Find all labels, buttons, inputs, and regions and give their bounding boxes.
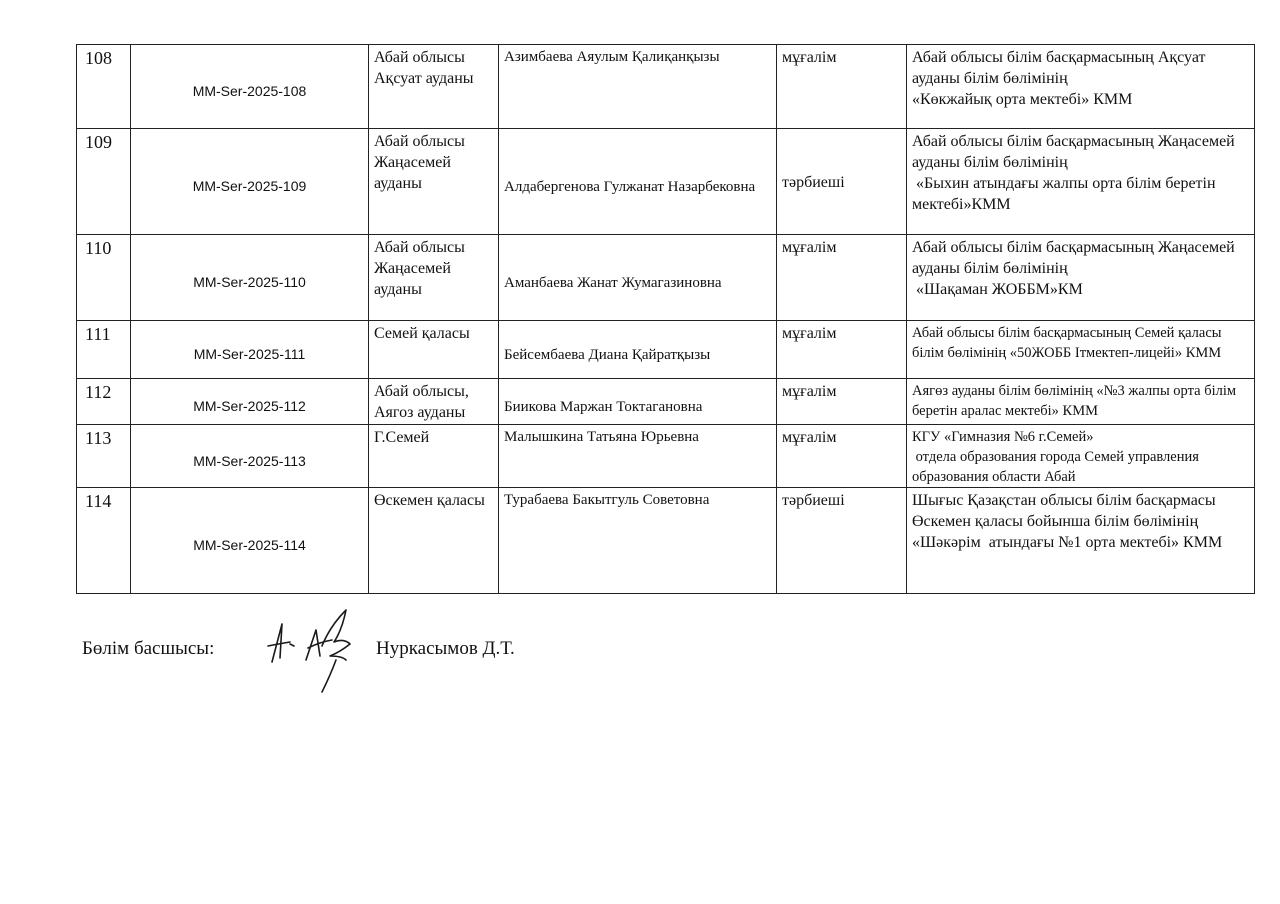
table-row [77, 235, 1255, 321]
position-cell: тәрбиеші [777, 129, 907, 235]
full-name-cell: Азимбаева Аяулым Қалиқанқызы [499, 45, 777, 129]
table-row [77, 488, 1255, 594]
row-number: 114 [77, 488, 131, 594]
district-cell: Семей қаласы [369, 321, 499, 379]
row-number: 112 [77, 379, 131, 425]
row-number: 113 [77, 425, 131, 488]
row-number: 108 [77, 45, 131, 129]
district-cell: Абай облысы Жаңасемей ауданы [369, 235, 499, 321]
table-row [77, 45, 1255, 129]
certificate-code: MM-Ser-2025-110 [131, 235, 369, 321]
district-cell: Абай облысы Жаңасемей ауданы [369, 129, 499, 235]
row-number: 111 [77, 321, 131, 379]
district-cell: Абай облысы, Аягоз ауданы [369, 379, 499, 425]
organization-cell: Абай облысы білім басқармасының Семей қаласы білім бөлімінің «50ЖОББ Iтмектеп-лицейі» КММ [907, 321, 1255, 379]
full-name-cell: Турабаева Бакытгуль Советовна [499, 488, 777, 594]
certificate-code: MM-Ser-2025-112 [131, 379, 369, 425]
organization-cell: КГУ «Гимназия №6 г.Семей» отдела образования города Семей управления образования области Абай [907, 425, 1255, 488]
table-row [77, 129, 1255, 235]
table-row [77, 379, 1255, 425]
position-cell: мұғалім [777, 235, 907, 321]
full-name-cell: Бейсембаева Диана Қайратқызы [499, 321, 777, 379]
certificate-code: MM-Ser-2025-109 [131, 129, 369, 235]
full-name-cell: Аманбаева Жанат Жумагазиновна [499, 235, 777, 321]
full-name-cell: Алдабергенова Гулжанат Назарбековна [499, 129, 777, 235]
position-cell: мұғалім [777, 425, 907, 488]
table-row [77, 425, 1255, 488]
district-cell: Өскемен қаласы [369, 488, 499, 594]
certificate-code: MM-Ser-2025-113 [131, 425, 369, 488]
certificate-code: MM-Ser-2025-108 [131, 45, 369, 129]
organization-cell: Абай облысы білім басқармасының Ақсуат ауданы білім бөлімінің «Көкжайық орта мектебі» КММ [907, 45, 1255, 129]
position-cell: мұғалім [777, 379, 907, 425]
position-cell: мұғалім [777, 321, 907, 379]
signer-name: Нуркасымов Д.Т. [376, 638, 515, 659]
district-cell: Абай облысы Ақсуат ауданы [369, 45, 499, 129]
signature-block [82, 636, 782, 706]
organization-cell: Аягөз ауданы білім бөлімінің «№3 жалпы орта білім беретін аралас мектебі» КММ [907, 379, 1255, 425]
row-number: 109 [77, 129, 131, 235]
organization-cell: Абай облысы білім басқармасының Жаңасемей ауданы білім бөлімінің «Шақаман ЖОББМ»КМ [907, 235, 1255, 321]
organization-cell: Шығыс Қазақстан облысы білім басқармасы Өскемен қаласы бойынша білім бөлімінің «Шәкәрім атындағы №1 орта мектебі» КММ [907, 488, 1255, 594]
certificate-code: MM-Ser-2025-111 [131, 321, 369, 379]
handwritten-signature-icon [250, 600, 370, 696]
certificate-code: MM-Ser-2025-114 [131, 488, 369, 594]
full-name-cell: Биикова Маржан Токтагановна [499, 379, 777, 425]
full-name-cell: Малышкина Татьяна Юрьевна [499, 425, 777, 488]
signature-label: Бөлім басшысы: [82, 638, 215, 659]
row-number: 110 [77, 235, 131, 321]
table-row [77, 321, 1255, 379]
position-cell: тәрбиеші [777, 488, 907, 594]
organization-cell: Абай облысы білім басқармасының Жаңасемей ауданы білім бөлімінің «Быхин атындағы жалпы орта білім беретін мектебі»КММ [907, 129, 1255, 235]
position-cell: мұғалім [777, 45, 907, 129]
district-cell: Г.Семей [369, 425, 499, 488]
participants-table [76, 44, 1255, 594]
